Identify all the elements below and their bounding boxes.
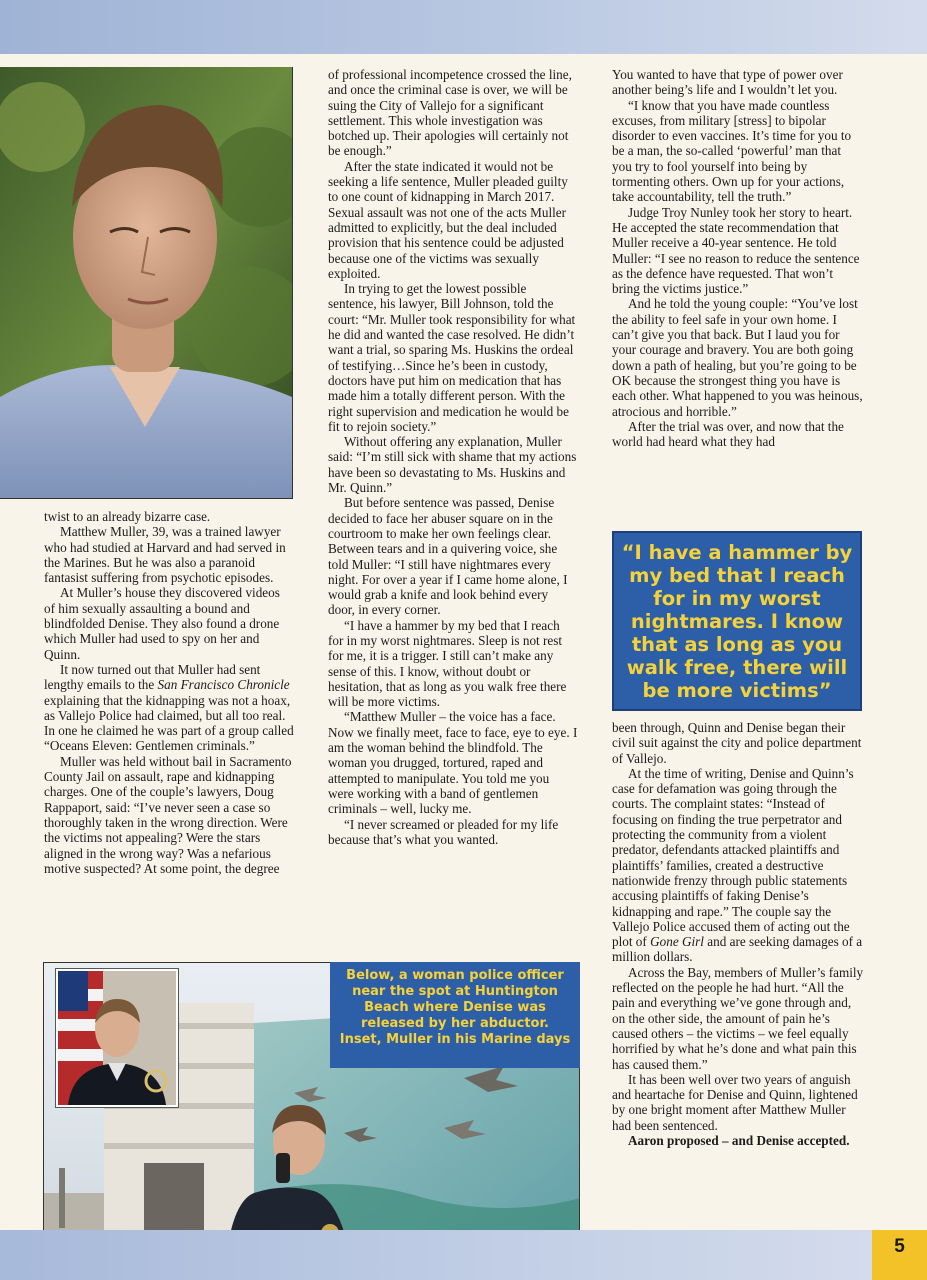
paragraph: been through, Quinn and Denise began their civil suit against the city and police department of Vallejo. [612, 720, 862, 766]
article-column-3-top [612, 67, 864, 449]
paragraph: Muller was held without bail in Sacramento County Jail on assault, rape and kidnapping charges. One of the couple’s lawyers, Doug Rappaport, said: “I’ve never seen a case so thoroughly taken in the wrong direction. Were the victims not appealing? Were the stars aligned in the wrong way? Was a nefarious motive suspected? At some point, the degree [44, 753, 292, 876]
film-title: Gone Girl [650, 934, 704, 950]
article-column-2 [328, 67, 578, 847]
pull-quote [612, 531, 862, 711]
photo-caption-text: Below, a woman police officer near the spot at Huntington Beach where Denise was released by her abductor. Inset, Muller in his Marine days [339, 968, 571, 1047]
paragraph: twist to an already bizarre case. [44, 509, 211, 524]
paragraph: Without offering any explanation, Muller said: “I’m still sick with shame that my actions have been so devastating to Ms. Huskins and Mr. Quinn.” [328, 434, 577, 496]
paragraph: Matthew Muller, 39, was a trained lawyer who had studied at Harvard and had served in the Marines. But he was also a paranoid fantasist suffering from psychotic episodes. [44, 524, 286, 586]
paragraph: Across the Bay, members of Muller’s family reflected on the people he had hurt. “All the pain and everything we’ve gone through and, on the other side, the amount of pain he’s caused others – the victims – we feel equally horrified by what he’s done and what pain this has caused them.” [612, 964, 864, 1072]
marine-inset-photo [56, 969, 178, 1107]
paragraph: It now turned out that Muller had sent lengthy emails to the San Francisco Chronicle explaining that the kidnapping was not a hoax, as Vallejo Police had claimed, but all too real. In one he claimed he was part of a group called “Oceans Eleven: Gentlemen criminals.” [44, 661, 294, 754]
paragraph: of professional incompetence crossed the line, and once the criminal case is over, we will be suing the City of Vallejo for a significant settlement. This whole investigation was botched up. Their apologies will certainly not be enough.” [328, 67, 572, 159]
paragraph: In trying to get the lowest possible sentence, his lawyer, Bill Johnson, told the court: “Mr. Muller took responsibility for what he did and wanted the case resolved. He didn’t want a trial, so sparing Ms. Huskins the ordeal of testifying…Since he’s been in custody, doctors have put him on medication that has made him a totally different person. With the right supervision and medication he would be fit to rejoin society.” [328, 281, 576, 434]
paragraph: It has been well over two years of anguish and heartache for Denise and Quinn, lightened by one bright moment after Matthew Muller had been sentenced. [612, 1071, 858, 1133]
article-column-1 [44, 509, 294, 876]
paragraph: After the state indicated it would not be seeking a life sentence, Muller pleaded guilty to one count of kidnapping in March 2017. Sexual assault was not one of the acts Muller admitted to explicitly, but the deal included provision that his sentence could be adjusted because one of the victims was sexually exploited. [328, 158, 568, 281]
paragraph: “Matthew Muller – the voice has a face. Now we finally meet, face to face, eye to eye. I am the woman behind the blindfold. The woman you drugged, tortured, raped and attempted to manipulate. You told me you were working with a band of gentlemen criminals – well, lucky me. [328, 709, 578, 817]
paragraph: Judge Troy Nunley took her story to heart. He accepted the state recommendation that Muller receive a 40-year sentence. He told Muller: “I see no reason to reduce the sentence as the defence have requested. That won’t bring the victims justice.” [612, 204, 860, 297]
paragraph: And he told the young couple: “You’ve lost the ability to feel safe in your own home. I can’t give you that back. But I laud you for your courage and bravery. You are both going down a path of healing, but you’re going to be OK because the strongest thing you have is each other. What happened to you was heinous, atrocious and horrible.” [612, 296, 863, 419]
closing-paragraph: Aaron proposed – and Denise accepted. [628, 1133, 850, 1149]
page-number: 5 [872, 1230, 927, 1280]
paragraph: At Muller’s house they discovered videos of him sexually assaulting a bound and blindfolded Denise. They also found a drone which Muller had used to spy on her and Quinn. [44, 585, 280, 662]
top-banner [0, 0, 927, 54]
paragraph: But before sentence was passed, Denise decided to face her abuser square on in the courtroom to make her own feelings clear. Between tears and in a quivering voice, she told Muller: “I still have nightmares every night. For over a year if I came home alone, I would grab a knife and look behind every door, in every corner. [328, 495, 568, 618]
muller-portrait-photo [0, 67, 293, 499]
paragraph: “I know that you have made countless excuses, from military [stress] to bipolar disorder to even vaccines. It’s time for you to be a man, the so-called ‘powerful’ man that you try to fool yourself into being by tormenting others. Own up for your actions, take accountability, tell the truth.” [612, 97, 852, 205]
paragraph: You wanted to have that type of power over another being’s life and I wouldn’t let you. [612, 67, 843, 98]
bottom-banner [0, 1230, 927, 1280]
pull-quote-text: “I have a hammer by my bed that I reach for in my worst nightmares. I know that as long as you walk free, there will be more victims” [621, 540, 853, 702]
article-column-3-bottom [612, 720, 864, 1148]
paragraph: “I have a hammer by my bed that I reach for in my worst nightmares. Sleep is not rest for me, it is a trigger. I still can’t make any sense of this. I know, without doubt or hesitation, that as long as you walk free there will be more victims. [328, 617, 567, 710]
paragraph: At the time of writing, Denise and Quinn’s case for defamation was going through the courts. The complaint states: “Instead of focusing on finding the true perpetrator and protecting the community from a violent predator, defendants attacked plaintiffs and plaintiffs’ families, created a destructive nationwide frenzy through public statements accusing plaintiffs of faking Denise’s kidnapping and rape.” The couple say the Vallejo Police accused them of acting out the plot of Gone Girl and are seeking damages of a million dollars. [612, 765, 863, 965]
paragraph: After the trial was over, and now that the world had heard what they had [612, 418, 844, 450]
photo-caption [330, 962, 580, 1068]
publication-name: San Francisco Chronicle [157, 677, 290, 693]
paragraph: “I never screamed or pleaded for my life because that’s what you wanted. [328, 816, 559, 847]
